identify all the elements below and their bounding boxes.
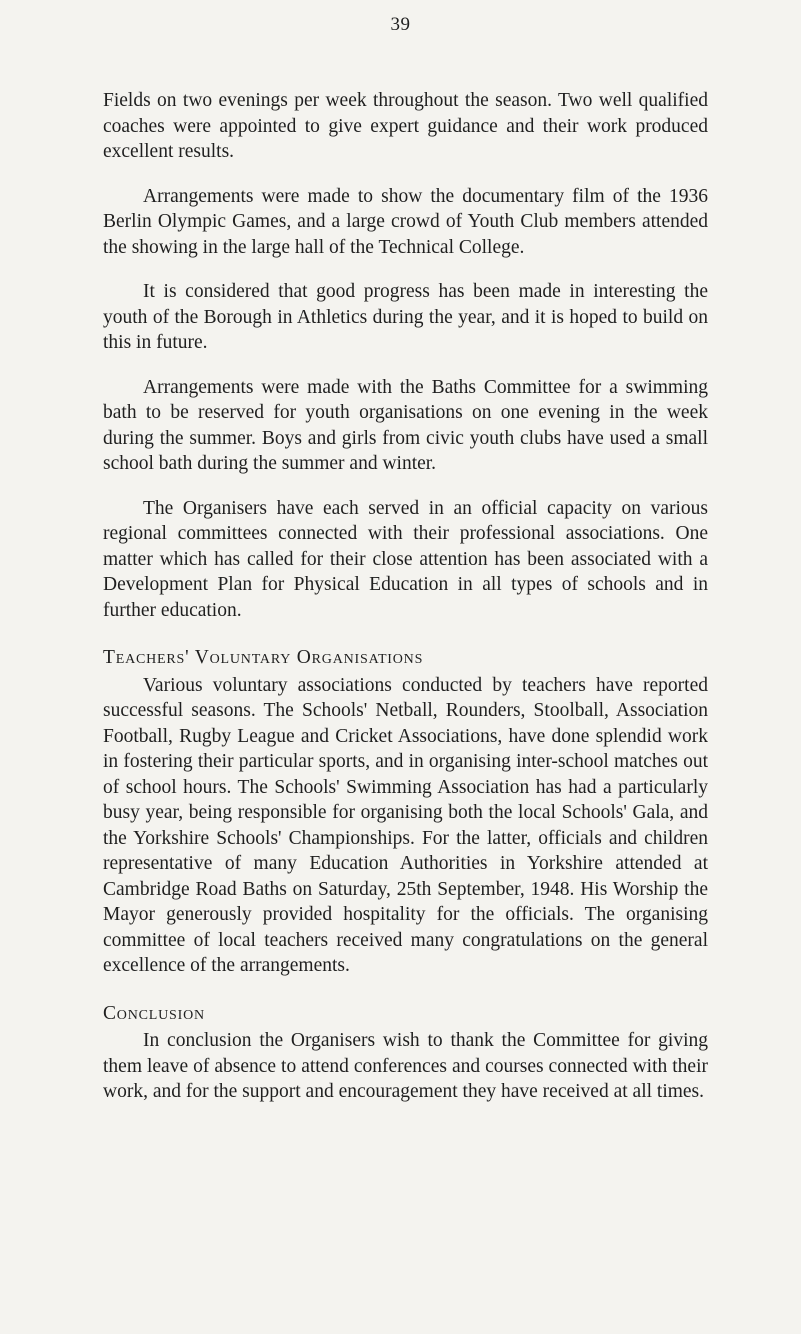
page-number: 39 xyxy=(390,14,411,35)
paragraph-athletics-progress: It is considered that good progress has been made in interesting the youth of the Borough in Athletics during the year, and it is hoped to build on this in future. xyxy=(103,281,708,353)
paragraph-swimming-bath: Arrangements were made with the Baths Committee for a swimming bath to be reserved for youth organisations on one evening in the week during the summer. Boys and girls from civic youth clubs have used a small school bath during the summer and winter. xyxy=(103,376,708,474)
paragraph-conclusion: In conclusion the Organisers wish to thank the Committee for giving them leave of absence to attend conferences and courses connected with their work, and for the support and encouragement they have received at all times. xyxy=(103,1030,708,1102)
paragraph-olympic-film: Arrangements were made to show the documentary film of the 1936 Berlin Olympic Games, and a large crowd of Youth Club members attended the showing in the large hall of the Technical College. xyxy=(103,185,708,258)
heading-conclusion: Conclusion xyxy=(103,1002,205,1024)
page-body xyxy=(103,88,708,1124)
paragraph-teachers-associations: Various voluntary associations conducted by teachers have reported successful seasons. The Schools' Netball, Rounders, Stoolball, Association Football, Rugby League and Cricket Associations, have done splendid work in fostering their particular sports, and in organising inter-school matches out of school hours. The Schools' Swimming Association has had a particularly busy year, being responsible for organising both the local Schools' Gala, and the Yorkshire Schools' Championships. For the latter, officials and children representative of many Education Authorities in Yorkshire attended at Cambridge Road Baths on Saturday, 25th September, 1948. His Worship the Mayor generously provided hospitality for the officials. The organising committee of local teachers received many congratulations on the general excellence of the arrangements. xyxy=(103,674,708,976)
paragraph-fields-coaching: Fields on two evenings per week throughout the season. Two well qualified coaches were appointed to give expert guidance and their work produced excellent results. xyxy=(103,90,708,162)
heading-teachers-voluntary-organisations: Teachers' Voluntary Organisations xyxy=(103,647,424,668)
paragraph-organisers-committees: The Organisers have each served in an official capacity on various regional committees connected with their professional associations. One matter which has called for their close attention has been associated with a Development Plan for Physical Education in all types of schools and in further education. xyxy=(103,497,708,621)
